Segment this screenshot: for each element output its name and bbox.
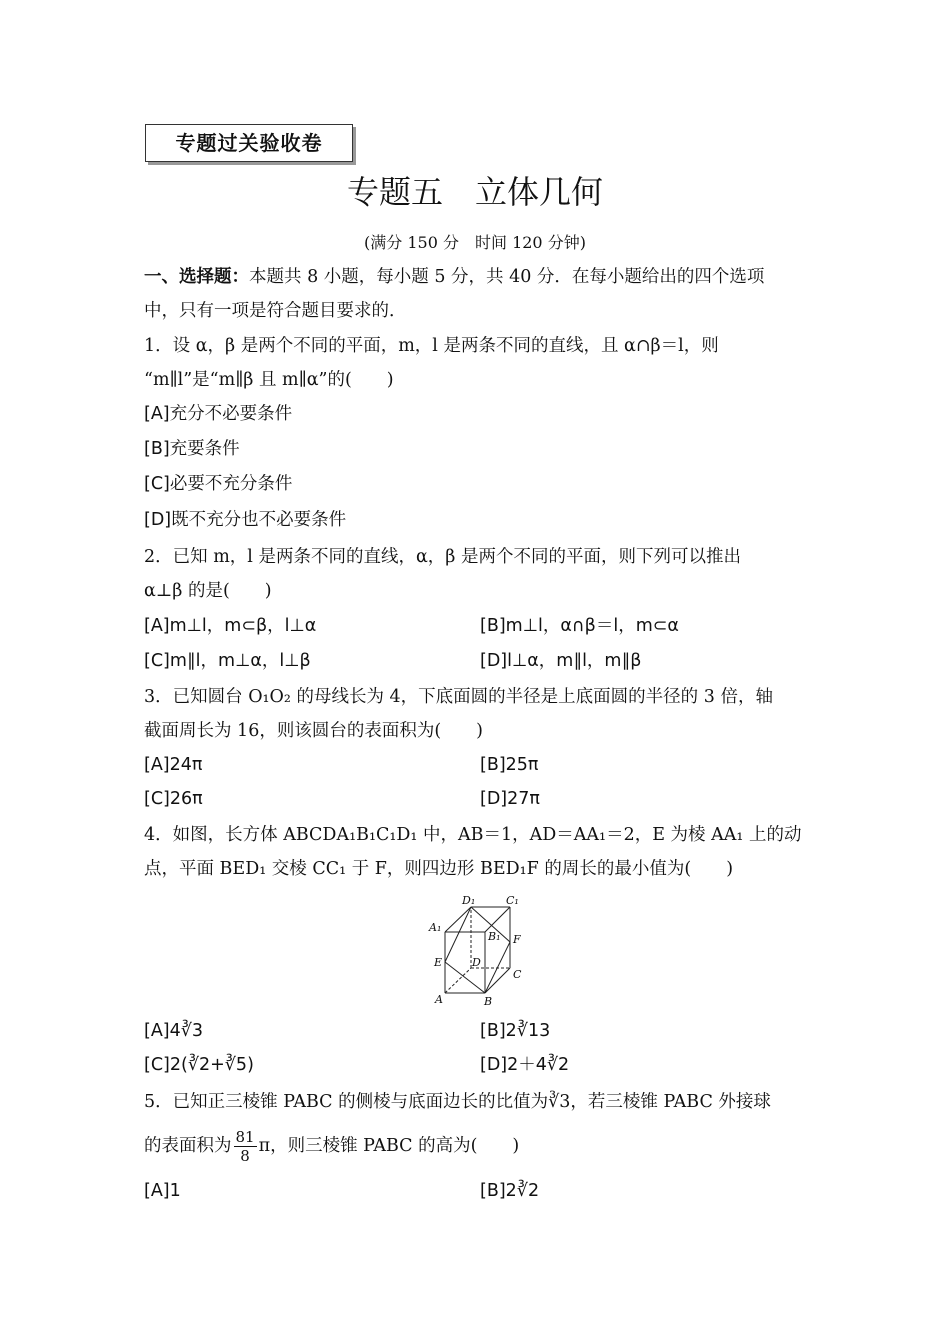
q2-option-c[interactable]: [C]m∥l，m⊥α，l⊥β (144, 651, 311, 671)
q4-option-c[interactable]: [C]2(∛2+∛5) (144, 1055, 254, 1075)
fraction-81-over-8 (234, 1128, 257, 1165)
fraction-denominator: 8 (240, 1147, 250, 1165)
q3-option-a[interactable]: [A]24π (144, 755, 203, 775)
label-f: F (513, 933, 521, 946)
q5-stem-line1: 5．已知正三棱锥 PABC 的侧棱与底面边长的比值为∛3，若三棱锥 PABC 外接球 (144, 1092, 771, 1112)
cuboid-figure (426, 890, 536, 1010)
q3-option-c[interactable]: [C]26π (144, 789, 203, 809)
q2-stem-line2: α⊥β 的是( ) (144, 581, 272, 601)
label-a: A (435, 993, 443, 1006)
label-d: D (472, 956, 481, 969)
q5-option-b[interactable]: [B]2∛2 (480, 1181, 540, 1201)
label-a1: A₁ (429, 921, 442, 934)
page-title: 专题五 立体几何 (346, 173, 603, 211)
label-e: E (434, 956, 443, 969)
label-c: C (513, 968, 522, 981)
section-line2: 中，只有一项是符合题目要求的． (144, 301, 407, 321)
q5-stem-line2 (144, 1126, 519, 1166)
q2-option-d[interactable]: [D]l⊥α，m∥l，m∥β (480, 651, 642, 671)
edge-bc (485, 968, 510, 993)
section-line1: 本题共 8 小题，每小题 5 分，共 40 分．在每小题给出的四个选项 (249, 267, 765, 287)
q1-stem-line2: “m∥l”是“m∥β 且 m∥α”的( ) (144, 370, 394, 390)
exam-info: (满分 150 分 时间 120 分钟) (364, 233, 586, 252)
edge-ed1 (445, 907, 471, 962)
q1-option-c[interactable]: [C]必要不充分条件 (144, 474, 293, 494)
q5-option-a[interactable]: [A]1 (144, 1181, 181, 1201)
q2-stem-line1: 2．已知 m，l 是两条不同的直线，α，β 是两个不同的平面，则下列可以推出 (144, 547, 741, 567)
q4-option-a[interactable]: [A]4∛3 (144, 1021, 204, 1041)
q3-option-b[interactable]: [B]25π (480, 755, 539, 775)
q4-stem-line2: 点，平面 BED₁ 交棱 CC₁ 于 F，则四边形 BED₁F 的周长的最小值为( ) (144, 859, 734, 879)
q1-option-b[interactable]: [B]充要条件 (144, 439, 240, 459)
fraction-numerator: 81 (235, 1128, 255, 1146)
q5-line2-post: π，则三棱锥 PABC 的高为( ) (258, 1136, 520, 1156)
q1-stem-line1: 1．设 α，β 是两个不同的平面，m，l 是两条不同的直线，且 α∩β＝l，则 (144, 336, 719, 356)
section-instructions (144, 265, 764, 289)
q4-stem-line1: 4．如图，长方体 ABCDA₁B₁C₁D₁ 中，AB＝1，AD＝AA₁＝2，E 为棱 AA₁ 上的动 (144, 825, 802, 845)
q5-line2-pre: 的表面积为 (144, 1136, 232, 1156)
q3-stem-line1: 3．已知圆台 O₁O₂ 的母线长为 4，下底面圆的半径是上底面圆的半径的 3 倍，轴 (144, 687, 773, 707)
q1-option-a[interactable]: [A]充分不必要条件 (144, 404, 293, 424)
q2-option-a[interactable]: [A]m⊥l，m⊂β，l⊥α (144, 616, 317, 636)
section-heading: 一、选择题： (144, 267, 249, 287)
edge-b1c1 (485, 907, 510, 932)
q4-option-d[interactable]: [D]2＋4∛2 (480, 1055, 570, 1075)
q1-option-d[interactable]: [D]既不充分也不必要条件 (144, 510, 347, 530)
q2-option-b[interactable]: [B]m⊥l，α∩β＝l，m⊂α (480, 616, 679, 636)
label-b: B (484, 995, 493, 1008)
q3-stem-line2: 截面周长为 16，则该圆台的表面积为( ) (144, 721, 483, 741)
section-badge: 专题过关验收卷 (145, 124, 353, 162)
label-b1: B₁ (488, 930, 501, 943)
q4-option-b[interactable]: [B]2∛13 (480, 1021, 551, 1041)
label-d1: D₁ (462, 894, 476, 907)
q3-option-d[interactable]: [D]27π (480, 789, 540, 809)
label-c1: C₁ (506, 894, 519, 907)
edge-a1d1 (445, 907, 471, 932)
